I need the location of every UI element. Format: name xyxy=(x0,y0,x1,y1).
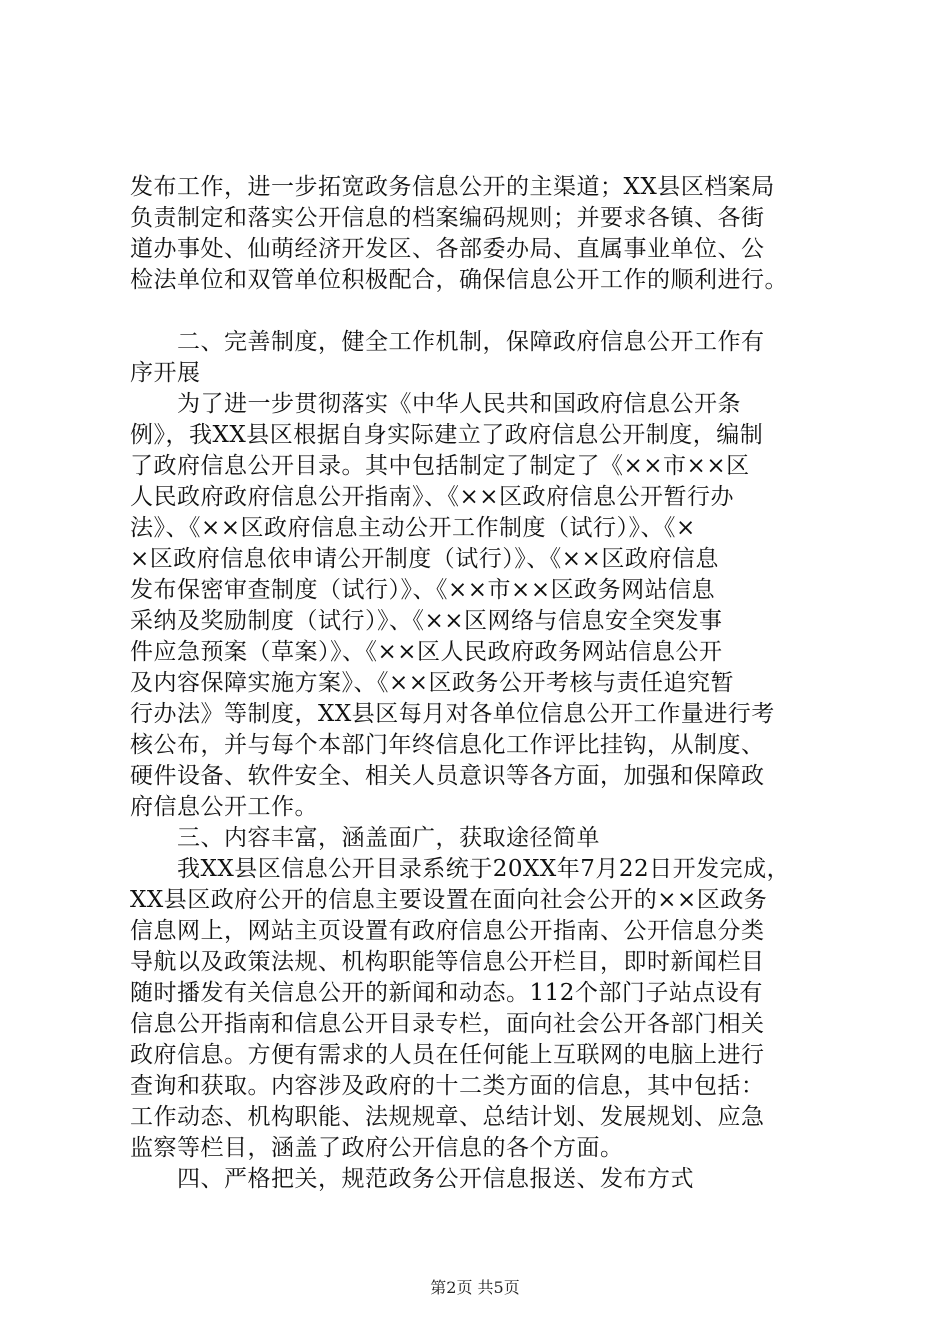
text-line: 四、严格把关，规范政务公开信息报送、发布方式 xyxy=(130,1166,694,1192)
text-line: ×区政府信息依申请公开制度（试行）》、《××区政府信息 xyxy=(130,546,719,572)
text-line: 人民政府政府信息公开指南》、《××区政府信息公开暂行办 xyxy=(130,484,735,510)
text-line: 硬件设备、软件安全、相关人员意识等各方面，加强和保障政 xyxy=(130,763,765,789)
text-line: 核公布，并与每个本部门年终信息化工作评比挂钩，从制度、 xyxy=(130,732,765,758)
text-line: 府信息公开工作。 xyxy=(130,794,318,820)
text-line: 采纳及奖励制度（试行）》、《××区网络与信息安全突发事 xyxy=(130,608,723,634)
text-line: 导航以及政策法规、机构职能等信息公开栏目，即时新闻栏目 xyxy=(130,949,765,975)
text-line: 为了进一步贯彻落实《中华人民共和国政府信息公开条 xyxy=(130,391,741,417)
text-line: 查询和获取。内容涉及政府的十二类方面的信息，其中包括： xyxy=(130,1073,765,1099)
document-body xyxy=(130,172,830,1195)
text-line: 及内容保障实施方案》、《××区政务公开考核与责任追究暂 xyxy=(130,670,735,696)
text-line: 信息网上，网站主页设置有政府信息公开指南、公开信息分类 xyxy=(130,918,765,944)
text-line: 行办法》等制度，XX县区每月对各单位信息公开工作量进行考 xyxy=(130,701,775,727)
text-line: 法》、《××区政府信息主动公开工作制度（试行）》、《× xyxy=(130,515,696,541)
text-line: XX县区政府公开的信息主要设置在面向社会公开的××区政务 xyxy=(130,887,768,913)
text-line: 监察等栏目，涵盖了政府公开信息的各个方面。 xyxy=(130,1135,624,1161)
text-line: 负责制定和落实公开信息的档案编码规则；并要求各镇、各街 xyxy=(130,205,765,231)
text-line: 我XX县区信息公开目录系统于20XX年7月22日开发完成， xyxy=(130,856,791,882)
paragraph-gap xyxy=(130,296,830,327)
text-line: 信息公开指南和信息公开目录专栏，面向社会公开各部门相关 xyxy=(130,1011,765,1037)
text-line: 政府信息。方便有需求的人员在任何能上互联网的电脑上进行 xyxy=(130,1042,765,1068)
text-line: 二、完善制度，健全工作机制，保障政府信息公开工作有 xyxy=(130,329,765,355)
text-line: 发布保密审查制度（试行）》、《××市××区政务网站信息 xyxy=(130,577,716,603)
page-footer: 第2页 共5页 xyxy=(430,1278,520,1297)
text-line: 例》，我XX县区根据自身实际建立了政府信息公开制度，编制 xyxy=(130,422,764,448)
text-line: 了政府信息公开目录。其中包括制定了制定了《××市××区 xyxy=(130,453,750,479)
text-line: 道办事处、仙萌经济开发区、各部委办局、直属事业单位、公 xyxy=(130,236,765,262)
text-line: 三、内容丰富，涵盖面广，获取途径简单 xyxy=(130,825,600,851)
text-line: 件应急预案（草案）》、《××区人民政府政务网站信息公开 xyxy=(130,639,723,665)
text-line: 工作动态、机构职能、法规规章、总结计划、发展规划、应急 xyxy=(130,1104,765,1130)
text-line: 序开展 xyxy=(130,360,201,386)
text-line: 发布工作，进一步拓宽政务信息公开的主渠道；XX县区档案局 xyxy=(130,174,775,200)
text-line: 检法单位和双管单位积极配合，确保信息公开工作的顺利进行。 xyxy=(130,267,788,293)
text-line: 随时播发有关信息公开的新闻和动态。112个部门子站点设有 xyxy=(130,980,763,1006)
